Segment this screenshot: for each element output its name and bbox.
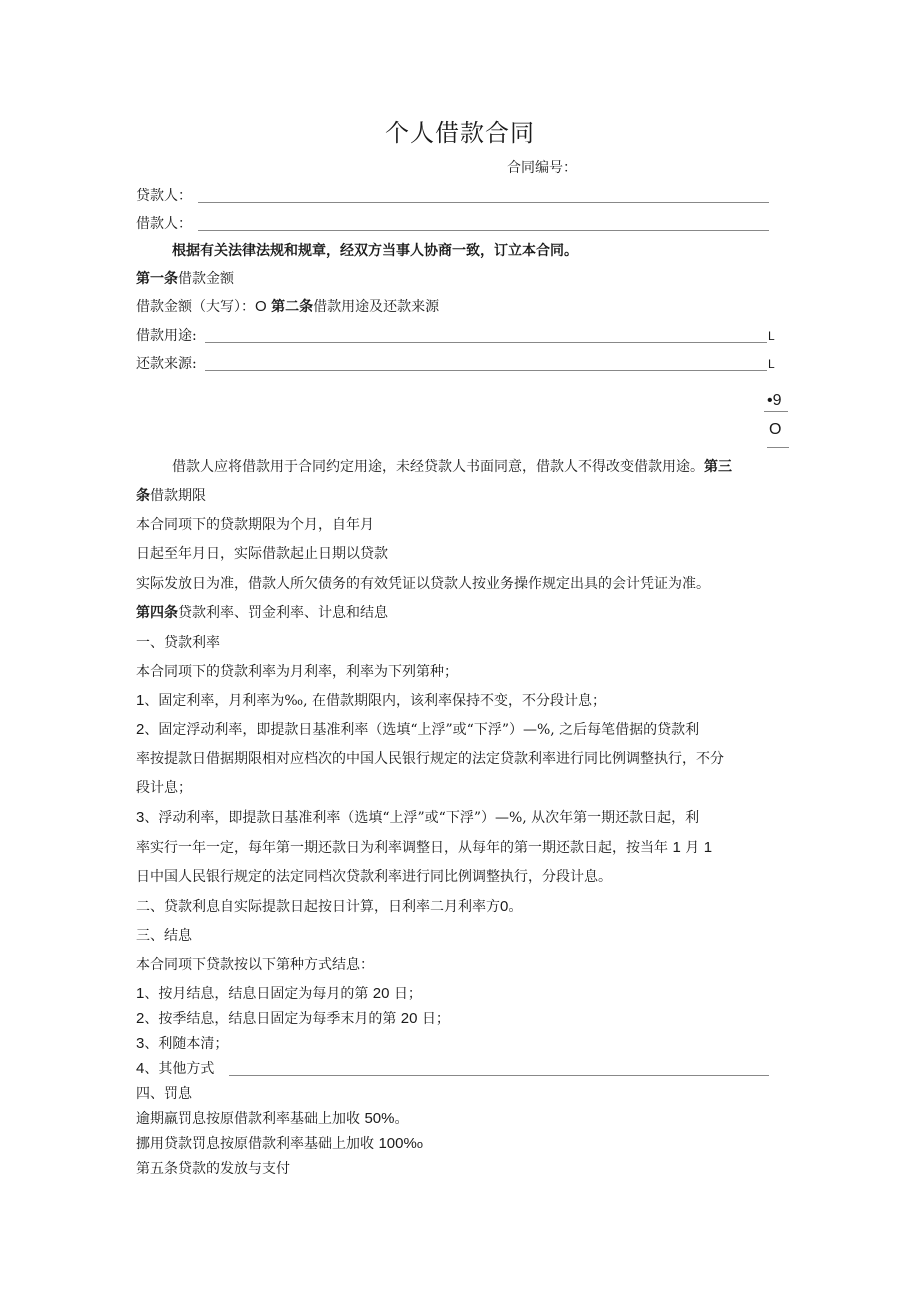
penalty-misuse-value: 100%: [378, 1135, 417, 1152]
month-label: 月: [685, 840, 700, 856]
article-2-title: 借款用途及还款来源: [313, 299, 440, 315]
article-1-number: 第一条: [136, 271, 178, 287]
purpose-label: 借款用途:: [136, 328, 197, 344]
term-line-3: 实际发放日为准，借款人所欠债务的有效凭证以贷款人按业务操作规定出具的会计凭证为准。: [136, 576, 710, 592]
other-method-field-line[interactable]: [229, 1075, 769, 1076]
day-number: 1: [703, 839, 713, 856]
section-2-body: 二、贷款利息自实际提款日起按日计算，日利率二月利率方: [136, 899, 500, 915]
preamble: 根据有关法律法规和规章，经双方当事人协商一致，订立本合同。: [172, 243, 578, 259]
article-1-heading: [136, 269, 234, 289]
settlement-option-1: [136, 984, 422, 1004]
settlement-intro: 本合同项下贷款按以下第种方式结息：: [136, 957, 374, 973]
document-title: 个人借款合同: [385, 119, 535, 147]
amount-value: O: [255, 298, 267, 315]
settlement-option-4-text: 、其他方式: [144, 1061, 215, 1077]
rate-option-3-text-a: 、浮动利率，即提款日基准利率（选填“上浮”或“下浮”）—%, 从次年第一期还款日起，利: [144, 810, 700, 826]
settlement-option-2: [136, 1009, 450, 1029]
settlement-option-3: [136, 1034, 228, 1054]
rate-option-1-text: 、固定利率，月利率为‰, 在借款期限内，该利率保持不变，不分段计息；: [144, 693, 607, 709]
term-line-2: 日起至年月日，实际借款起止日期以贷款: [136, 546, 388, 562]
settlement-option-4-number: 4: [136, 1060, 145, 1077]
penalty-misuse-text: 挪用贷款罚息按原借款利率基础上加收: [136, 1136, 374, 1152]
settlement-option-2-number: 2: [136, 1010, 145, 1027]
amount-line: [136, 297, 439, 317]
rate-option-3-line-2: [136, 838, 712, 858]
lender-field-line[interactable]: [198, 202, 769, 203]
rate-option-1: [136, 691, 606, 711]
section-2-text: [136, 897, 522, 917]
rate-option-2-line-1: [136, 720, 699, 740]
article-5-heading: 第五条贷款的发放与支付: [136, 1161, 290, 1177]
article-4-title: 贷款利率、罚金利率、计息和结息: [178, 605, 388, 621]
side-mark-1: •9: [767, 392, 782, 409]
section-1-title: 一、贷款利率: [136, 635, 220, 651]
section-3-title: 三、结息: [136, 928, 192, 944]
rate-option-2-line-3: 段计息；: [136, 780, 192, 796]
rate-option-3-line-1: [136, 808, 699, 828]
settlement-option-2-text: 、按季结息，结息日固定为每季末月的第: [144, 1011, 397, 1027]
settlement-option-4: [136, 1059, 214, 1079]
settlement-option-3-text: 、利随本清；: [144, 1036, 229, 1052]
penalty-misuse: [136, 1134, 423, 1155]
contract-number-label: 合同编号：: [507, 160, 577, 176]
purpose-line-end-mark: L: [768, 329, 775, 343]
section-2-number: 0: [500, 898, 509, 915]
article-2-number: 第二条: [271, 299, 314, 315]
article-3-title: 借款期限: [150, 488, 206, 504]
settlement-option-1-end: 日；: [393, 986, 422, 1002]
article-3-number-b: 条: [136, 488, 150, 504]
rate-option-3-line-3: 日中国人民银行规定的法定同档次贷款利率进行同比例调整执行，分段计息。: [136, 869, 612, 885]
section-4-title: 四、罚息: [136, 1086, 192, 1102]
penalty-overdue: [136, 1109, 408, 1129]
borrower-field-line[interactable]: [198, 230, 769, 231]
settlement-option-1-text: 、按月结息，结息日固定为每月的第: [144, 986, 369, 1002]
penalty-overdue-end: 。: [394, 1111, 409, 1127]
source-line-end-mark: L: [768, 357, 775, 371]
month-number: 1: [672, 839, 681, 856]
article-4-number: 第四条: [136, 605, 178, 621]
side-mark-2-line: [767, 447, 789, 448]
penalty-overdue-value: 50%: [364, 1110, 395, 1127]
article-3-heading: [136, 486, 206, 506]
rate-option-2-number: 2: [136, 721, 145, 738]
term-line-1: 本合同项下的贷款期限为个月，自年月: [136, 517, 374, 533]
rate-option-2-line-2: 率按提款日借据期限相对应档次的中国人民银行规定的法定贷款利率进行同比例调整执行，不分: [136, 751, 724, 767]
penalty-misuse-end: o: [416, 1139, 423, 1151]
rate-intro: 本合同项下的贷款利率为月利率，利率为下列第种；: [136, 664, 458, 680]
usage-clause: [172, 457, 732, 477]
rate-option-1-number: 1: [136, 692, 145, 709]
repayment-source-label: 还款来源:: [136, 356, 197, 372]
article-1-title: 借款金额: [178, 271, 234, 287]
usage-clause-text: 借款人应将借款用于合同约定用途，未经贷款人书面同意，借款人不得改变借款用途。: [172, 459, 704, 475]
side-mark-1-line: [764, 411, 788, 412]
amount-label: 借款金额（大写）：: [136, 299, 255, 315]
penalty-overdue-text: 逾期羸罚息按原借款利率基础上加收: [136, 1111, 360, 1127]
settlement-option-2-end: 日；: [421, 1011, 450, 1027]
section-2-end: 。: [508, 899, 523, 915]
repayment-source-field-line[interactable]: [205, 370, 767, 371]
article-4-heading: [136, 603, 388, 623]
settlement-option-2-day: 20: [400, 1010, 418, 1027]
side-mark-2: O: [769, 421, 782, 438]
rate-option-3-text-b: 率实行一年一定，每年第一期还款日为利率调整日，从每年的第一期还款日起，按当年: [136, 840, 668, 856]
settlement-option-3-number: 3: [136, 1035, 145, 1052]
rate-option-2-text-a: 、固定浮动利率，即提款日基准利率（选填“上浮”或“下浮”）—%, 之后每笔借据的贷款利: [144, 722, 700, 738]
purpose-field-line[interactable]: [205, 342, 767, 343]
settlement-option-1-number: 1: [136, 985, 145, 1002]
article-3-number-a: 第三: [704, 459, 732, 475]
borrower-label: 借款人：: [136, 216, 192, 232]
rate-option-3-number: 3: [136, 809, 145, 826]
settlement-option-1-day: 20: [372, 985, 390, 1002]
lender-label: 贷款人：: [136, 188, 192, 204]
